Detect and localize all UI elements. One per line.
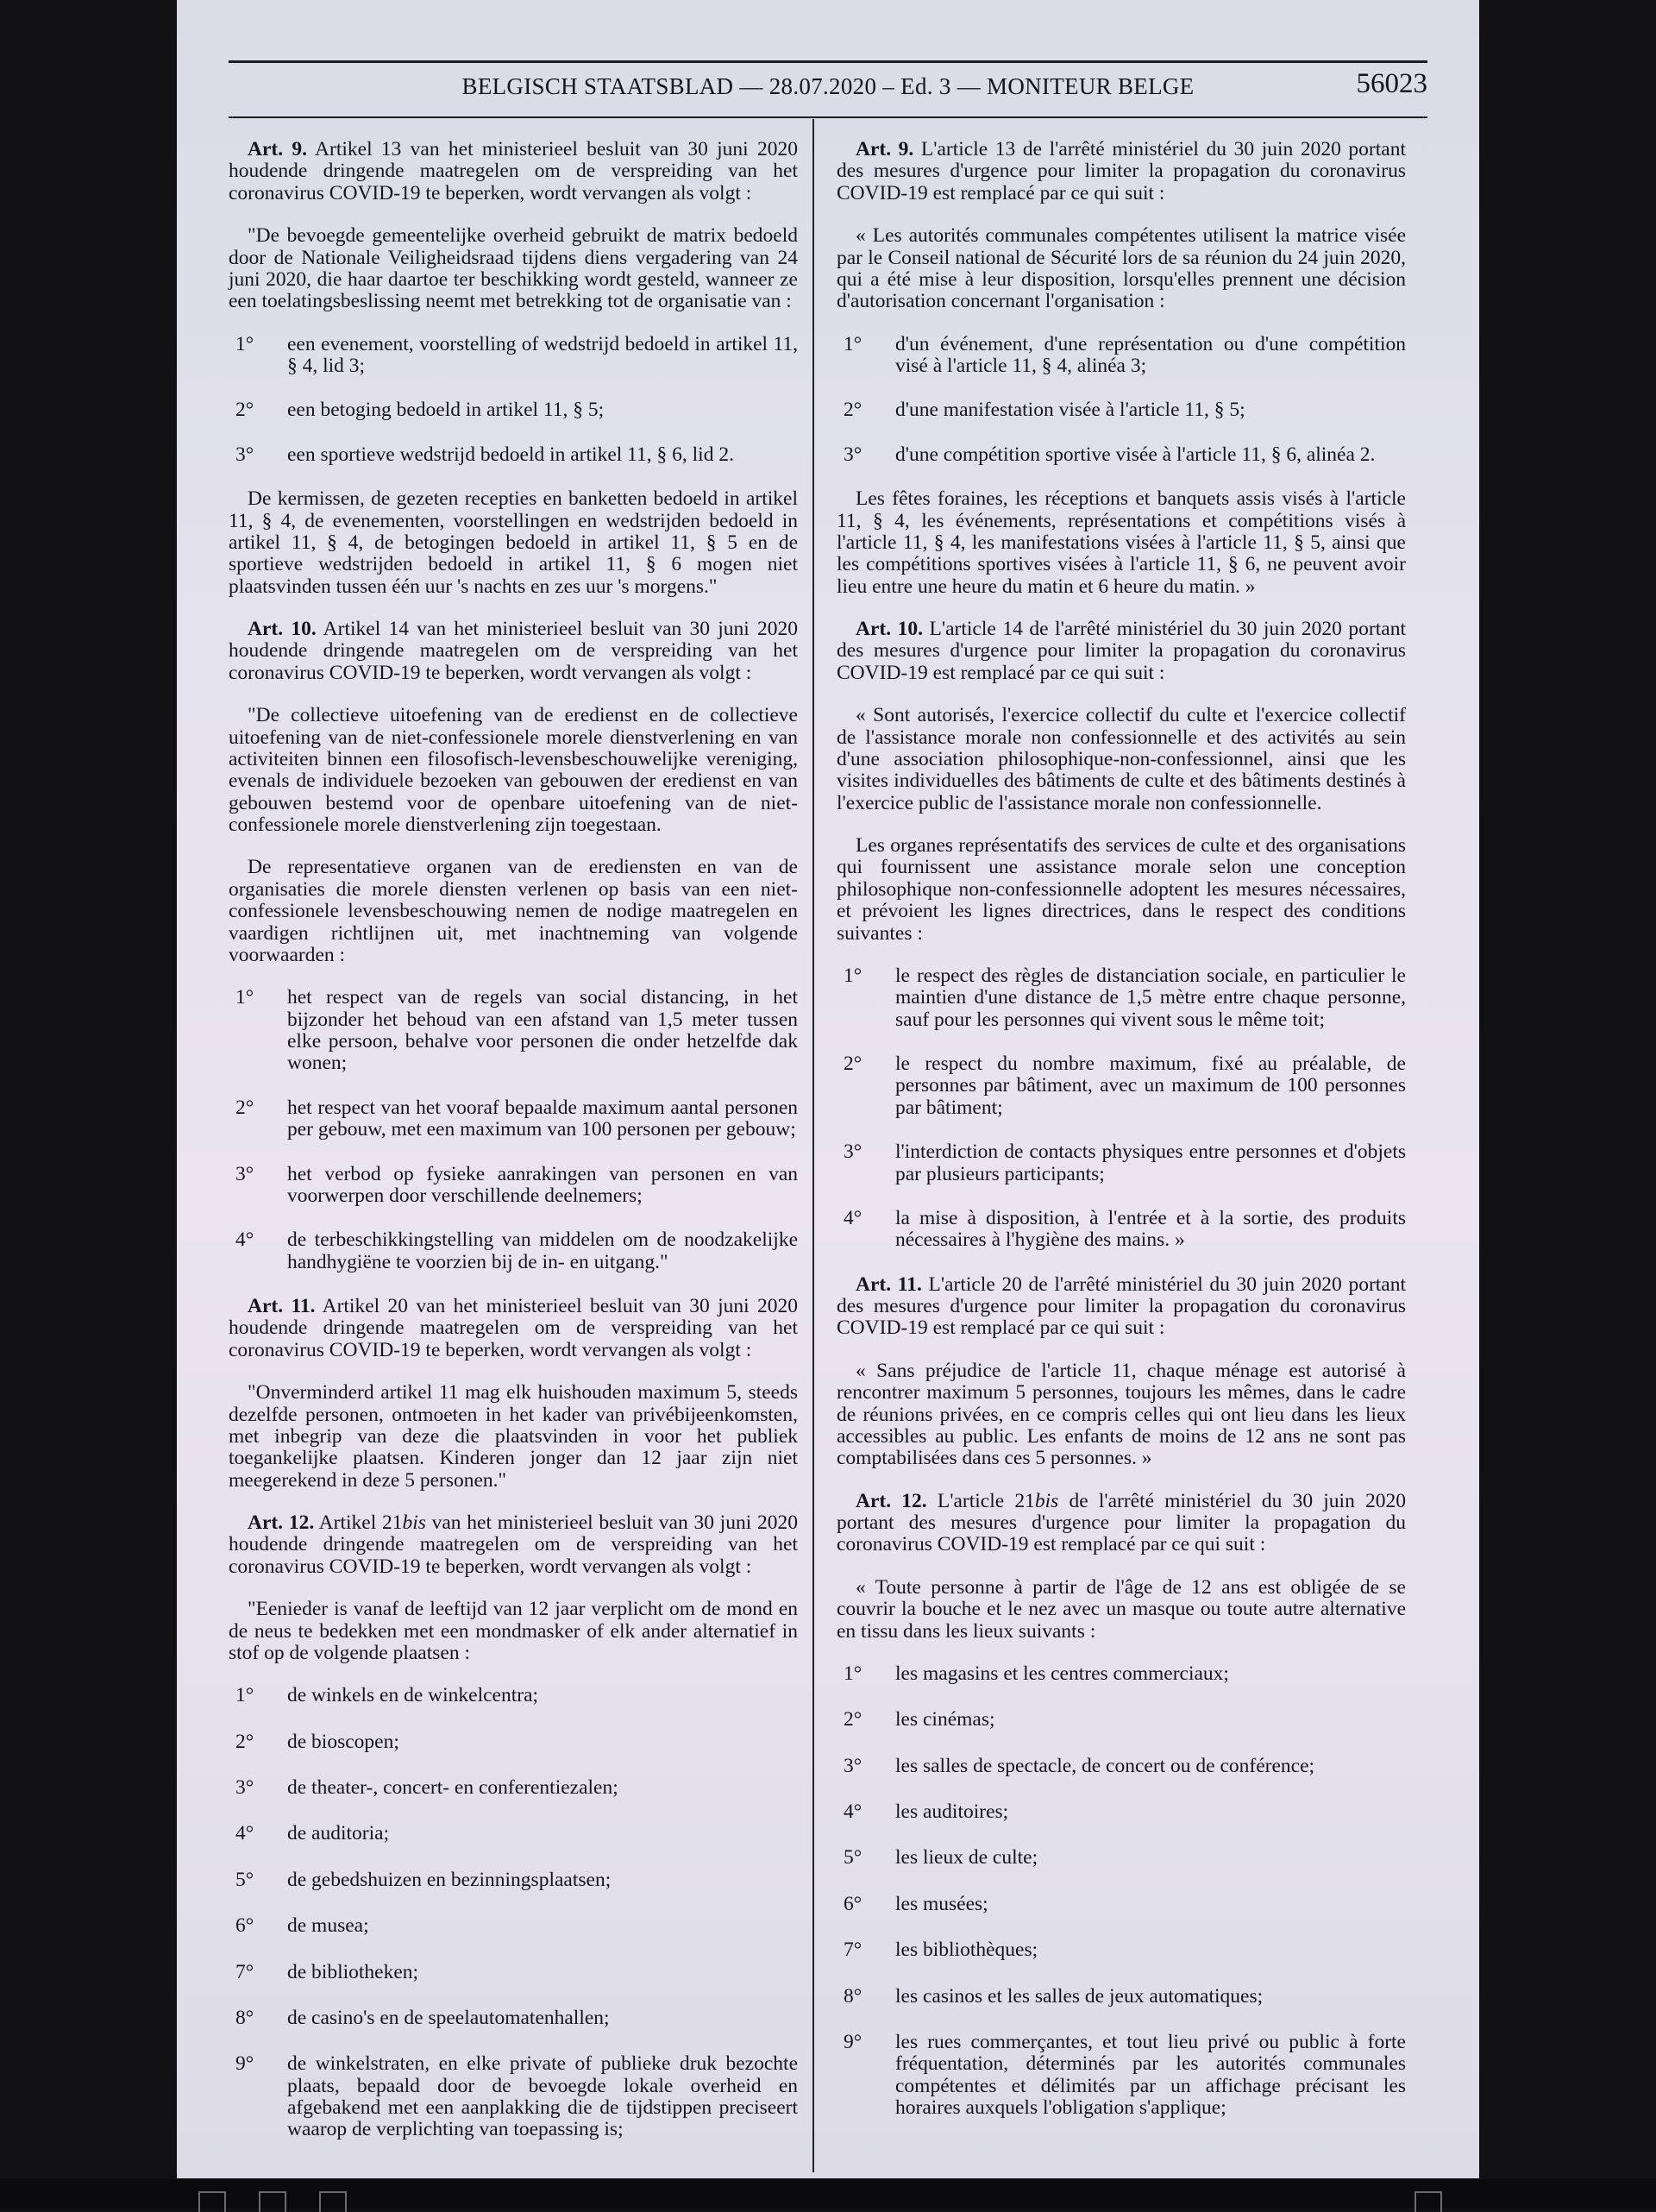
item-number: 2° bbox=[235, 399, 254, 422]
list-item bbox=[229, 1962, 798, 1983]
list-item bbox=[229, 987, 798, 1075]
list-item bbox=[837, 1847, 1406, 1869]
item-number: 5° bbox=[235, 1868, 254, 1891]
item-number: 4° bbox=[235, 1229, 254, 1252]
list-item bbox=[229, 1915, 798, 1937]
list-item bbox=[837, 1208, 1406, 1252]
start-icon[interactable] bbox=[198, 2191, 226, 2212]
item-number: 1° bbox=[844, 964, 862, 987]
item-text: de bibliotheken; bbox=[287, 1960, 419, 1983]
dutch-column bbox=[229, 134, 798, 2165]
item-number: 7° bbox=[235, 1960, 254, 1983]
article-label: Art. 12. bbox=[248, 1511, 315, 1534]
list-item bbox=[229, 334, 798, 378]
article-text: Artikel 13 van het ministerieel besluit van 30 juni 2020 houdende dringende maatregelen om de verspreiding van het coronavirus COVID-19 te beperken, wordt vervangen als volgt : bbox=[229, 138, 798, 204]
article-12-intro bbox=[229, 1512, 798, 1578]
item-number: 8° bbox=[844, 1984, 862, 2008]
article-10-quote: "De collectieve uitoefening van de eredienst en de collectieve uitoefening van de niet-confessionele morele dienstverlening en van activiteiten binnen een filosofisch-levensbeschouwelijke vereniging, evenals de individuele bezoeken van gebouwen der eredienst en van gebouwen bestemd voor de openbare uitoefening van de niet-confessionele morele dienstverlening zijn toegestaan. bbox=[229, 704, 798, 836]
item-text: la mise à disposition, à l'entrée et à la sortie, des produits nécessaires à l'hygiène des mains. » bbox=[895, 1206, 1406, 1252]
item-number: 6° bbox=[844, 1892, 862, 1915]
article-label: Art. 11. bbox=[856, 1273, 922, 1296]
item-number: 1° bbox=[235, 1684, 254, 1707]
item-number: 8° bbox=[235, 2006, 254, 2029]
item-number: 3° bbox=[235, 1162, 254, 1185]
list-item bbox=[837, 334, 1406, 378]
list-item bbox=[229, 1097, 798, 1141]
bis-suffix: bis bbox=[1034, 1489, 1059, 1512]
article-label: Art. 10. bbox=[248, 618, 317, 640]
article-9-intro bbox=[837, 139, 1406, 204]
search-icon[interactable] bbox=[259, 2191, 286, 2212]
list-item bbox=[229, 2053, 798, 2141]
list-item bbox=[837, 1986, 1406, 2008]
article-text: L'article 14 de l'arrêté ministériel du 30 juin 2020 portant des mesures d'urgence pour limiter la propagation du coronavirus COVID-19 est remplacé par ce qui suit : bbox=[837, 618, 1406, 684]
article-11-quote: "Onverminderd artikel 11 mag elk huishouden maximum 5, steeds dezelfde personen, ontmoeten in het kader van privébijeenkomsten, met inbegrip van deze die plaatsvinden in voor het publiek toegankelijke plaatsen. Kinderen jonger dan 12 jaar zijn niet meegerekend in deze 5 personen." bbox=[229, 1381, 798, 1492]
item-text: de theater-, concert- en conferentiezalen; bbox=[287, 1776, 618, 1799]
item-text: een evenement, voorstelling of wedstrijd bedoeld in artikel 11, § 4, lid 3; bbox=[287, 332, 798, 377]
article-11-quote: « Sans préjudice de l'article 11, chaque ménage est autorisé à rencontrer maximum 5 personnes, toujours les mêmes, dans le cadre de réunions privées, en ce compris celles qui ont lieu dans les lieux accessibles au public. Les enfants de moins de 12 ans ne sont pas comptabilisées dans ces 5 personnes. » bbox=[837, 1359, 1406, 1470]
article-9-intro bbox=[229, 139, 798, 204]
item-text: de gebedshuizen en bezinningsplaatsen; bbox=[287, 1868, 612, 1891]
item-number: 3° bbox=[844, 443, 862, 466]
list-item bbox=[229, 1229, 798, 1273]
list-item bbox=[229, 1164, 798, 1208]
article-text: Artikel 14 van het ministerieel besluit van 30 juni 2020 houdende dringende maatregelen om de verspreiding van het coronavirus COVID-19 te beperken, wordt vervangen als volgt : bbox=[229, 618, 798, 684]
item-number: 2° bbox=[844, 1053, 862, 1075]
item-text: les rues commerçantes, et tout lieu privé ou public à forte fréquentation, déterminés par les autorités communales compétentes et délimités par un affichage précisant les horaires auxquels l'obligation s'applique; bbox=[895, 2030, 1406, 2119]
article-label: Art. 10. bbox=[856, 618, 923, 640]
item-number: 4° bbox=[235, 1822, 254, 1845]
item-text: de musea; bbox=[287, 1914, 369, 1938]
item-number: 3° bbox=[844, 1754, 862, 1777]
item-text: d'un événement, d'une représentation ou d'une compétition visé à l'article 11, § 4, alinéa 3; bbox=[895, 332, 1406, 377]
list-item bbox=[229, 1777, 798, 1799]
item-text: les lieux de culte; bbox=[895, 1846, 1038, 1870]
article-12-quote: « Toute personne à partir de l'âge de 12 ans est obligée de se couvrir la bouche et le nez avec un masque ou toute autre alternative en tissu dans les lieux suivants : bbox=[837, 1575, 1406, 1643]
list-item bbox=[837, 965, 1406, 1031]
article-10-list bbox=[229, 987, 798, 1273]
article-9-closing: Les fêtes foraines, les réceptions et banquets assis visés à l'article 11, § 4, les événements, représentations et compétitions visés à l'article 11, § 4, les manifestations visées à l'article 11, § 5, ainsi que les compétitions sportives visées à l'article 11, § 6, ne peuvent avoir lieu entre une heure du matin et 6 heure du matin. » bbox=[837, 487, 1406, 598]
article-text: L'article 20 de l'arrêté ministériel du 30 juin 2020 portant des mesures d'urgence pour limiter la propagation du coronavirus COVID-19 est remplacé par ce qui suit : bbox=[837, 1273, 1407, 1340]
article-label: Art. 12. bbox=[856, 1489, 927, 1512]
item-text: het verbod op fysieke aanrakingen van personen en van voorwerpen door verschillende deelnemers; bbox=[287, 1162, 798, 1207]
article-12-list bbox=[837, 1663, 1406, 2120]
article-12-intro bbox=[837, 1491, 1406, 1556]
list-item bbox=[837, 2032, 1406, 2120]
list-item bbox=[229, 399, 798, 421]
list-item bbox=[229, 2008, 798, 2029]
article-text: Artikel 21 bbox=[318, 1511, 403, 1534]
item-number: 9° bbox=[844, 2030, 862, 2053]
bis-suffix: bis bbox=[402, 1511, 426, 1534]
article-10-intro bbox=[229, 619, 798, 684]
article-9-list bbox=[229, 334, 798, 467]
item-text: een sportieve wedstrijd bedoeld in artikel 11, § 6, lid 2. bbox=[287, 443, 734, 466]
list-item bbox=[837, 1939, 1406, 1961]
list-item bbox=[229, 444, 798, 466]
article-label: Art. 9. bbox=[856, 138, 914, 160]
article-label: Art. 9. bbox=[248, 138, 308, 160]
article-10-quote: « Sont autorisés, l'exercice collectif du culte et l'exercice collectif de l'assistance morale non confessionnelle et des activités au sein d'une association philosophique-non-confessionnel, ainsi que les visites individuelles des bâtiments de culte et des bâtiments destinés à l'exercice public de l'assistance morale non confessionnelle. bbox=[837, 704, 1406, 814]
article-11-intro bbox=[837, 1274, 1406, 1340]
task-view-icon[interactable] bbox=[319, 2191, 347, 2212]
item-number: 1° bbox=[844, 1662, 862, 1685]
item-text: de winkelstraten, en elke private of publieke druk bezochte plaats, bepaald door de bevoegde lokale overheid en afgebakend met een aanplakking die de tijdstippen preciseert waarop de verplichting van toepassing is; bbox=[287, 2052, 798, 2141]
item-number: 3° bbox=[235, 443, 254, 466]
item-text: les cinémas; bbox=[895, 1708, 995, 1731]
article-12-quote: "Eenieder is vanaf de leeftijd van 12 jaar verplicht om de mond en de neus te bedekken met een mondmasker of elk ander alternatief in stof op de volgende plaatsen : bbox=[229, 1598, 798, 1664]
taskbar bbox=[0, 2178, 1656, 2209]
item-text: les magasins et les centres commerciaux; bbox=[895, 1662, 1229, 1685]
item-number: 2° bbox=[235, 1730, 254, 1753]
item-text: d'une compétition sportive visée à l'article 11, § 6, alinéa 2. bbox=[895, 443, 1376, 466]
article-12-list bbox=[229, 1685, 798, 2141]
page-number: 56023 bbox=[1356, 68, 1427, 99]
gazette-title: BELGISCH STAATSBLAD — 28.07.2020 – Ed. 3 — MONITEUR BELGE bbox=[461, 73, 1195, 99]
item-text: de winkels en de winkelcentra; bbox=[287, 1684, 539, 1707]
article-9-quote: "De bevoegde gemeentelijke overheid gebruikt de matrix bedoeld door de Nationale Veiligheidsraad tijdens diens vergadering van 24 juni 2020, die haar daartoe ter beschikking wordt gesteld, wanneer ze een toelatingsbeslissing neemt met betrekking tot de organisatie van : bbox=[229, 224, 798, 313]
article-9-list bbox=[837, 334, 1406, 467]
item-number: 1° bbox=[844, 332, 862, 355]
item-text: les bibliothèques; bbox=[895, 1939, 1038, 1962]
item-number: 1° bbox=[235, 332, 254, 355]
item-text: de casino's en de speelautomatenhallen; bbox=[287, 2006, 610, 2029]
notification-icon[interactable] bbox=[1414, 2191, 1442, 2212]
article-10-list bbox=[837, 965, 1406, 1252]
article-10-para2: De representatieve organen van de erediensten en van de organisaties die morele diensten verlenen op basis van een niet-confessionele levensbeschouwing nemen de nodige maatregelen en vaardigen richtlijnen uit, met inachtneming van volgende voorwaarden : bbox=[229, 856, 798, 966]
article-label: Art. 11. bbox=[248, 1295, 316, 1317]
item-text: les auditoires; bbox=[895, 1800, 1009, 1823]
item-number: 3° bbox=[844, 1141, 862, 1164]
item-text: de bioscopen; bbox=[287, 1730, 399, 1753]
item-text: les salles de spectacle, de concert ou de conférence; bbox=[895, 1754, 1315, 1777]
list-item bbox=[229, 1685, 798, 1706]
item-number: 3° bbox=[235, 1776, 254, 1799]
article-9-closing: De kermissen, de gezeten recepties en banketten bedoeld in artikel 11, § 4, de evenementen, voorstellingen en wedstrijden bedoeld in artikel 11, § 4, de betogingen bedoeld in artikel 11, § 5 en de sportieve wedstrijden bedoeld in artikel 11, § 6 mogen niet plaatsvinden tussen één uur 's nachts en zes uur 's morgens." bbox=[229, 487, 798, 598]
item-number: 9° bbox=[235, 2052, 254, 2076]
item-text: les casinos et les salles de jeux automatiques; bbox=[895, 1984, 1264, 2008]
item-number: 5° bbox=[844, 1846, 862, 1870]
item-number: 4° bbox=[844, 1206, 862, 1229]
article-text: de l'arrêté ministériel du 30 juin 2020 portant des mesures d'urgence pour limiter la propagation du coronavirus COVID-19 est remplacé par ce qui suit : bbox=[837, 1489, 1407, 1556]
item-text: l'interdiction de contacts physiques entre personnes et d'objets par plusieurs participants; bbox=[895, 1141, 1406, 1185]
item-text: le respect des règles de distanciation sociale, en particulier le maintien d'une distance de 1,5 mètre entre chaque personne, sauf pour les personnes qui vivent sous le même toit; bbox=[895, 964, 1406, 1031]
column-divider bbox=[812, 119, 814, 2172]
item-text: het respect van de regels van social distancing, in het bijzonder het behoud van een afstand van 1,5 meter tussen elke persoon, behalve voor personen die onder hetzelfde dak wonen; bbox=[287, 986, 798, 1075]
article-text: L'article 21 bbox=[937, 1489, 1035, 1512]
list-item bbox=[837, 1663, 1406, 1685]
item-number: 1° bbox=[235, 986, 254, 1009]
item-number: 2° bbox=[844, 399, 862, 422]
list-item bbox=[229, 1823, 798, 1844]
list-item bbox=[837, 1053, 1406, 1119]
document-screen bbox=[177, 0, 1479, 2178]
article-text: Artikel 20 van het ministerieel besluit van 30 juni 2020 houdende dringende maatregelen om de verspreiding van het coronavirus COVID-19 te beperken, wordt vervangen als volgt : bbox=[229, 1295, 798, 1361]
french-column bbox=[837, 134, 1406, 2143]
item-number: 4° bbox=[844, 1800, 862, 1823]
article-text: van het ministerieel besluit van 30 juni 2020 houdende dringende maatregelen om de verspreiding van het coronavirus COVID-19 te beperken, wordt vervangen als volgt : bbox=[229, 1511, 798, 1578]
item-number: 2° bbox=[844, 1708, 862, 1731]
page-header bbox=[229, 60, 1427, 118]
item-text: de terbeschikkingstelling van middelen om de noodzakelijke handhygiëne te voorzien bij de in- en uitgang." bbox=[287, 1229, 798, 1273]
article-11-intro bbox=[229, 1296, 798, 1361]
item-text: d'une manifestation visée à l'article 11, § 5; bbox=[895, 399, 1245, 422]
item-text: les musées; bbox=[895, 1892, 988, 1915]
item-text: de auditoria; bbox=[287, 1822, 390, 1845]
item-number: 2° bbox=[235, 1096, 254, 1119]
item-number: 6° bbox=[235, 1914, 254, 1938]
list-item bbox=[837, 399, 1406, 421]
list-item bbox=[837, 1801, 1406, 1823]
list-item bbox=[837, 1756, 1406, 1777]
article-10-intro bbox=[837, 619, 1406, 684]
list-item bbox=[229, 1870, 798, 1891]
article-10-para2: Les organes représentatifs des services de culte et des organisations qui fournissent une assistance morale selon une conception philosophique non-confessionnelle adoptent les mesures nécessaires, et prévoient les lignes directrices, dans le respect des conditions suivantes : bbox=[837, 834, 1406, 945]
article-text: L'article 13 de l'arrêté ministériel du 30 juin 2020 portant des mesures d'urgence pour limiter la propagation du coronavirus COVID-19 est remplacé par ce qui suit : bbox=[837, 138, 1406, 204]
list-item bbox=[837, 1709, 1406, 1731]
list-item bbox=[229, 1731, 798, 1753]
item-text: le respect du nombre maximum, fixé au préalable, de personnes par bâtiment, avec un maximum de 100 personnes par bâtiment; bbox=[895, 1053, 1406, 1119]
list-item bbox=[837, 444, 1406, 466]
item-number: 7° bbox=[844, 1939, 862, 1962]
item-text: het respect van het vooraf bepaalde maximum aantal personen per gebouw, met een maximum van 100 personen per gebouw; bbox=[287, 1096, 798, 1141]
item-text: een betoging bedoeld in artikel 11, § 5; bbox=[287, 399, 605, 422]
list-item bbox=[837, 1894, 1406, 1915]
list-item bbox=[837, 1141, 1406, 1185]
article-9-quote: « Les autorités communales compétentes utilisent la matrice visée par le Conseil national de Sécurité lors de sa réunion du 24 juin 2020, qui a été mise à leur disposition, lorsqu'elles prennent une décision d'autorisation concernant l'organisation : bbox=[837, 224, 1406, 313]
